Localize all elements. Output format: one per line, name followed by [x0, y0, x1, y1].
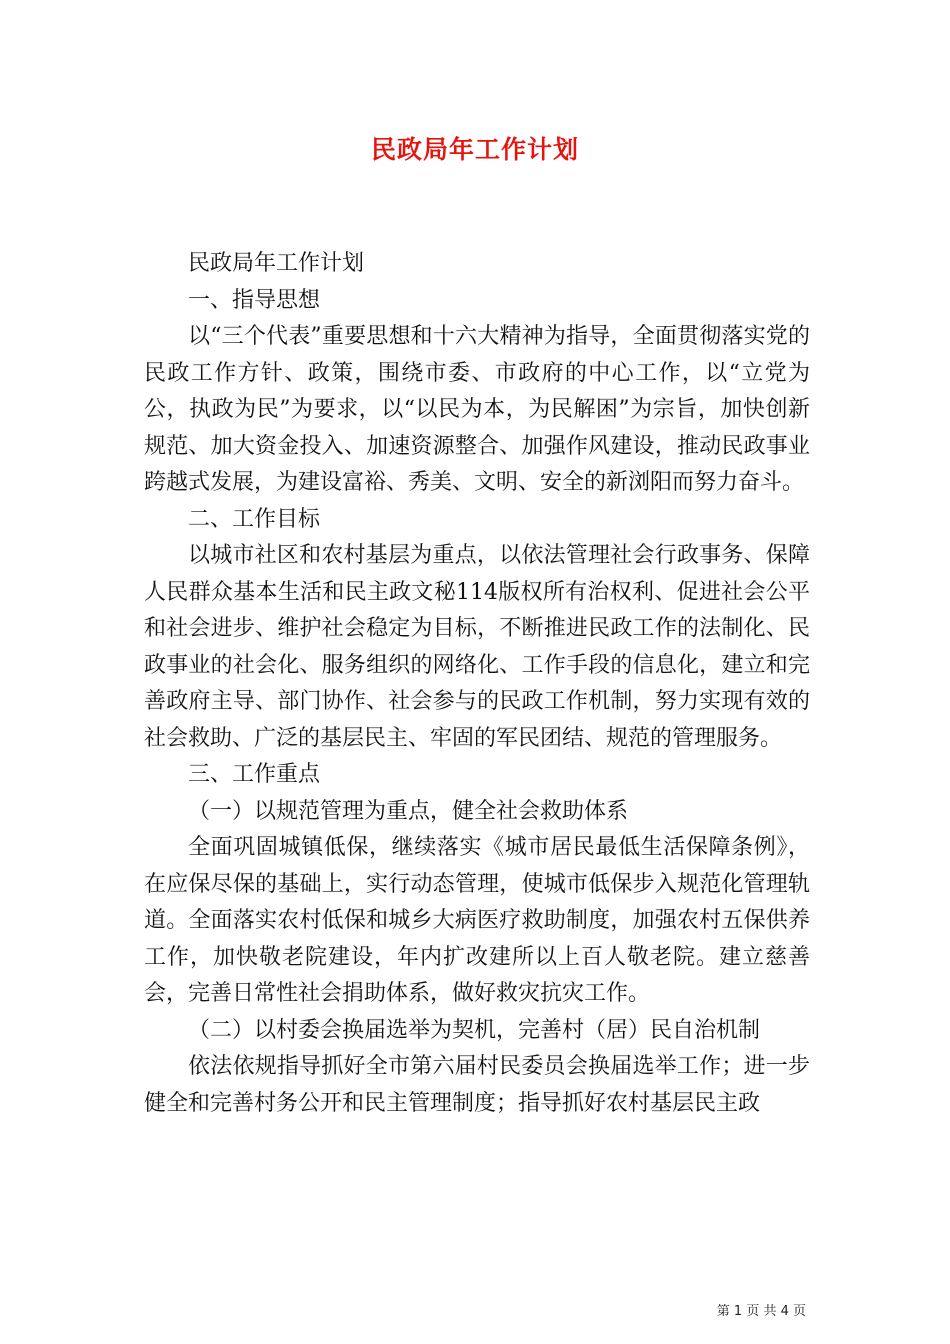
section-heading-work-focus: 三、工作重点: [188, 762, 321, 787]
document-subtitle: 民政局年工作计划: [188, 251, 365, 276]
page-number-footer: 第 1 页 共 4 页: [716, 1304, 806, 1319]
paragraph-guiding-ideology: 以“三个代表”重要思想和十六大精神为指导，全面贯彻落实党的民政工作方针、政策，围绕市委、市政府的中心工作，以“立党为公，执政为民”为要求，以“以民为本，为民解困”为宗旨，加快创新规范、加大资金投入、加速资源整合、加强作风建设，推动民政事业跨越式发展，为建设富裕、秀美、文明、安全的新浏阳而努力奋斗。: [144, 324, 810, 495]
paragraph-work-goals: 以城市社区和农村基层为重点，以依法管理社会行政事务、保障人民群众基本生活和民主政文秘114版权所有治权利、促进社会公平和社会进步、维护社会稳定为目标，不断推进民政工作的法制化、民政事业的社会化、服务组织的网络化、工作手段的信息化，建立和完善政府主导、部门协作、社会参与的民政工作机制，努力实现有效的社会救助、广泛的基层民主、牢固的军民团结、规范的管理服务。: [144, 543, 810, 751]
section-heading-guiding-ideology: 一、指导思想: [188, 287, 321, 313]
document-body: [144, 246, 810, 1122]
subsection-heading-social-assistance: （一）以规范管理为重点，健全社会救助体系: [188, 798, 629, 824]
paragraph-social-assistance: 全面巩固城镇低保，继续落实《城市居民最低生活保障条例》，在应保尽保的基础上，实行动态管理，使城市低保步入规范化管理轨道。全面落实农村低保和城乡大病医疗救助制度，加强农村五保供养工作，加快敬老院建设，年内扩改建所以上百人敬老院。建立慈善会，完善日常性社会捐助体系，做好救灾抗灾工作。: [144, 835, 810, 1006]
page-title: 民政局年工作计划: [370, 135, 579, 164]
paragraph-village-elections: 依法依规指导抓好全市第六届村民委员会换届选举工作；进一步健全和完善村务公开和民主管理制度；指导抓好农村基层民主政: [144, 1054, 810, 1116]
subsection-heading-village-elections: （二）以村委会换届选举为契机，完善村（居）民自治机制: [188, 1017, 761, 1043]
section-heading-work-goals: 二、工作目标: [188, 506, 321, 532]
